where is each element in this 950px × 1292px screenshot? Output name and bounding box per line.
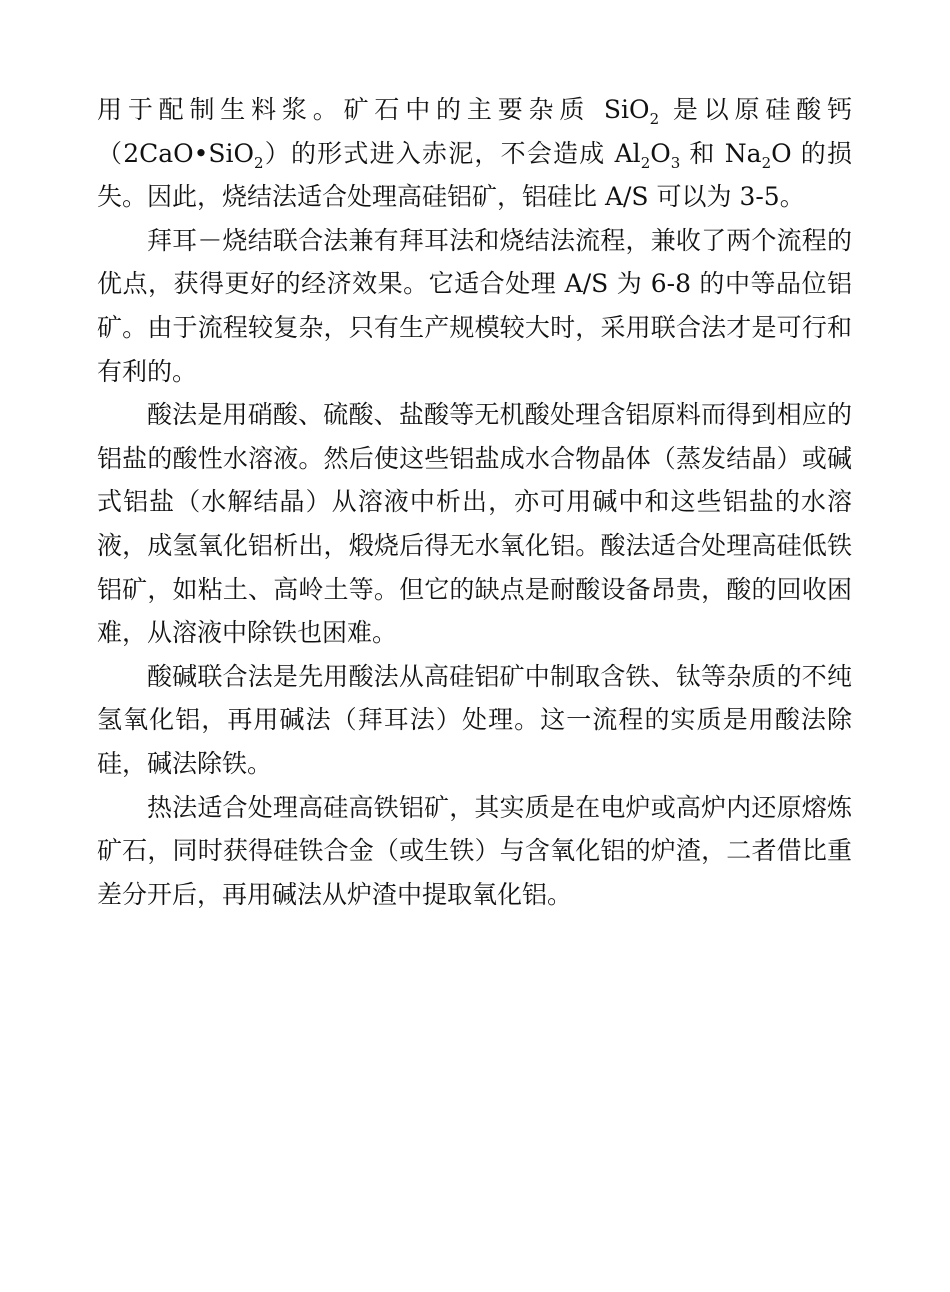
paragraph-text: 酸法是用硝酸、硫酸、盐酸等无机酸处理含铝原料而得到相应的铝盐的酸性水溶液。然后使这些铝盐成水合物晶体（蒸发结晶）或碱式铝盐（水解结晶）从溶液中析出，亦可用碱中和这些铝盐的水溶液，成氢氧化铝析出，煅烧后得无水氧化铝。酸法适合处理高硅低铁铝矿，如粘土、高岭土等。但它的缺点是耐酸设备昂贵，酸的回收困难，从溶液中除铁也困难。 [97, 400, 852, 648]
subscript-text: 2 [640, 153, 651, 172]
subscript-text: 2 [761, 153, 772, 172]
subscript-text: 3 [670, 153, 681, 172]
paragraph [97, 393, 852, 655]
paragraph [97, 786, 852, 917]
body-text [97, 88, 852, 916]
subscript-text: 2 [649, 110, 660, 128]
paragraph-text: O 的损失。因此，烧结法适合处理高硅铝矿，铝硅比 A/S 可以为 3-5。 [97, 138, 852, 212]
subscript-text: 2 [254, 153, 264, 172]
paragraph-text: 拜耳－烧结联合法兼有拜耳法和烧结法流程，兼收了两个流程的优点，获得更好的经济效果。它适合处理 A/S 为 6-8 的中等品位铝矿。由于流程较复杂，只有生产规模较大时，采用联合法才是可行和有利的。 [97, 225, 852, 386]
paragraph [97, 219, 852, 393]
paragraph-text: 用于配制生料浆。矿石中的主要杂质 SiO [97, 95, 650, 124]
paragraph-text: ）的形式进入赤泥，不会造成 Al [263, 138, 641, 168]
paragraph-text: 酸碱联合法是先用酸法从高硅铝矿中制取含铁、钛等杂质的不纯氢氧化铝，再用碱法（拜耳法）处理。这一流程的实质是用酸法除硅，碱法除铁。 [97, 661, 852, 778]
paragraph [97, 655, 852, 786]
paragraph-text: O [650, 138, 671, 168]
paragraph-text: 和 Na [680, 138, 762, 168]
paragraph-text: 是以原硅酸钙（2CaO•SiO [97, 95, 852, 168]
paragraph-text: 热法适合处理高硅高铁铝矿，其实质是在电炉或高炉内还原熔炼矿石，同时获得硅铁合金（或生铁）与含氧化铝的炉渣，二者借比重差分开后，再用碱法从炉渣中提取氧化铝。 [97, 792, 852, 909]
paragraph [97, 88, 852, 219]
